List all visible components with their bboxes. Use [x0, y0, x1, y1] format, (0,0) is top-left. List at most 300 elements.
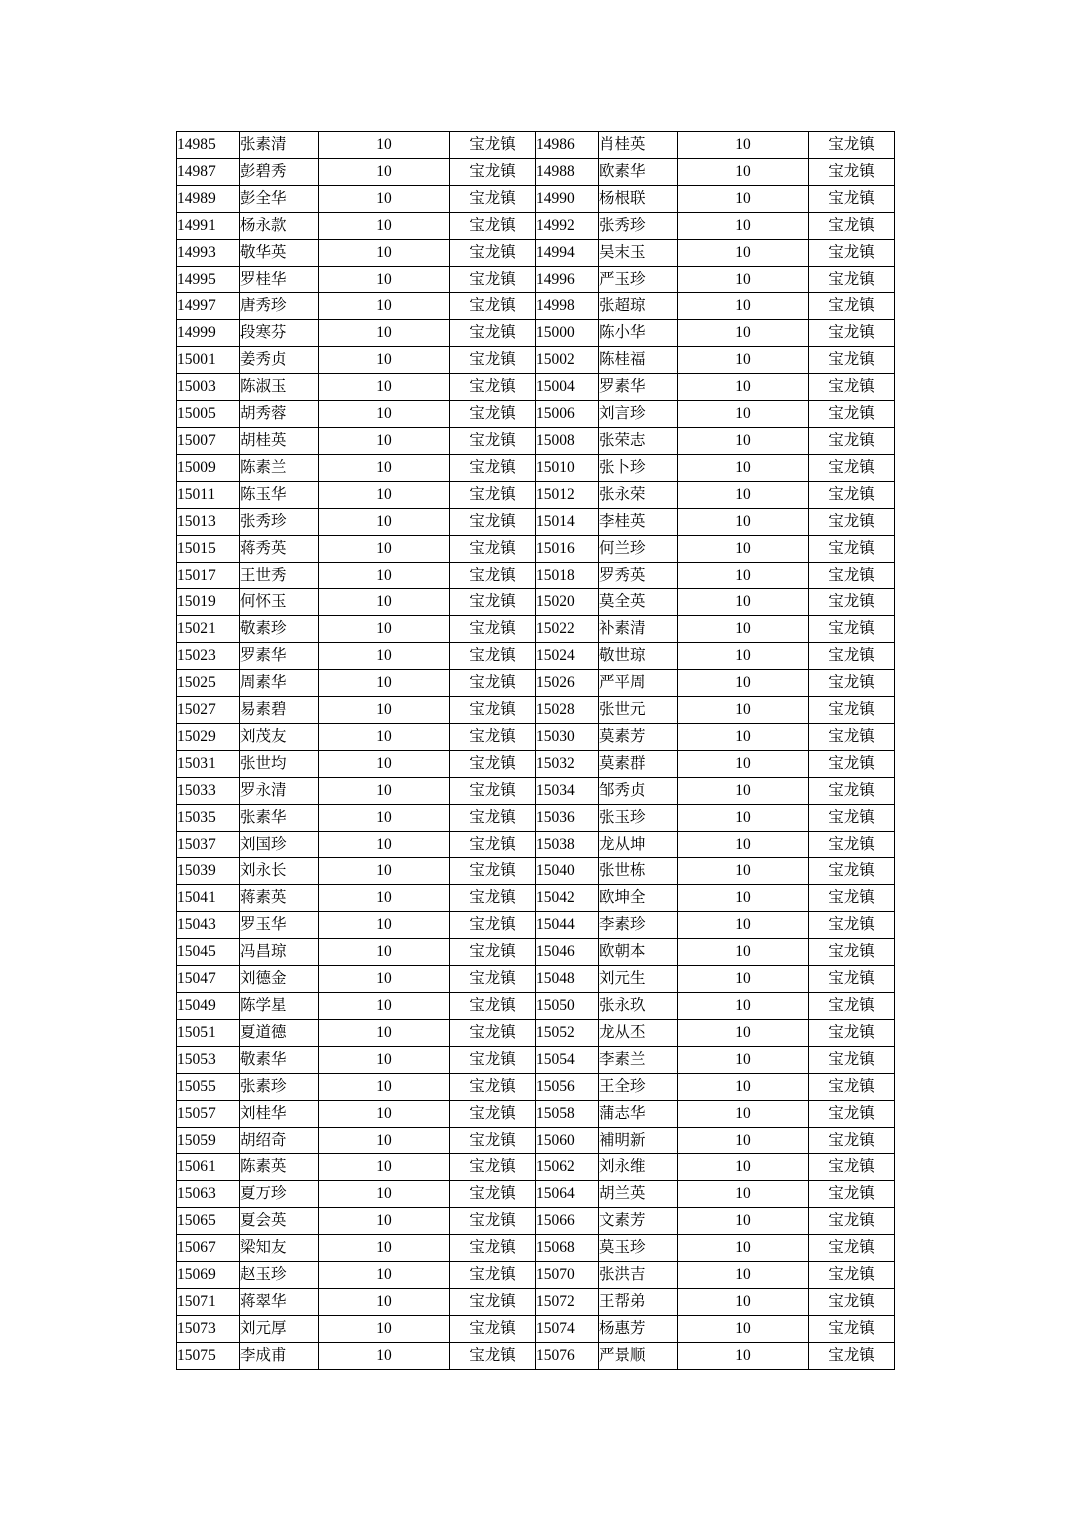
person-name-cell: 张玉珍 [599, 804, 678, 831]
person-name-cell: 罗桂华 [240, 266, 319, 293]
person-id-cell: 15053 [177, 1046, 240, 1073]
amount-cell: 10 [678, 1181, 809, 1208]
person-id-cell: 15019 [177, 589, 240, 616]
person-name-cell: 胡桂英 [240, 427, 319, 454]
table-row [177, 804, 895, 831]
table-row [177, 616, 895, 643]
person-id-cell: 15013 [177, 508, 240, 535]
amount-cell: 10 [319, 374, 450, 401]
person-name-cell: 文素芳 [599, 1208, 678, 1235]
person-name-cell: 陈素兰 [240, 454, 319, 481]
town-cell: 宝龙镇 [450, 670, 536, 697]
amount-cell: 10 [319, 1100, 450, 1127]
person-name-cell: 邹秀贞 [599, 777, 678, 804]
table-row [177, 266, 895, 293]
table-row [177, 508, 895, 535]
town-cell: 宝龙镇 [450, 1235, 536, 1262]
person-name-cell: 张秀珍 [240, 508, 319, 535]
person-id-cell: 15068 [536, 1235, 599, 1262]
amount-cell: 10 [319, 885, 450, 912]
person-id-cell: 15009 [177, 454, 240, 481]
person-id-cell: 15037 [177, 831, 240, 858]
person-id-cell: 15070 [536, 1262, 599, 1289]
amount-cell: 10 [678, 562, 809, 589]
town-cell: 宝龙镇 [450, 454, 536, 481]
table-row [177, 750, 895, 777]
table-row [177, 723, 895, 750]
person-name-cell: 何兰珍 [599, 535, 678, 562]
town-cell: 宝龙镇 [450, 132, 536, 159]
town-cell: 宝龙镇 [809, 966, 895, 993]
person-name-cell: 张素清 [240, 132, 319, 159]
town-cell: 宝龙镇 [809, 185, 895, 212]
amount-cell: 10 [319, 535, 450, 562]
amount-cell: 10 [678, 670, 809, 697]
amount-cell: 10 [678, 212, 809, 239]
person-name-cell: 肖桂英 [599, 132, 678, 159]
person-name-cell: 梁知友 [240, 1235, 319, 1262]
person-id-cell: 15005 [177, 401, 240, 428]
person-name-cell: 欧坤全 [599, 885, 678, 912]
amount-cell: 10 [319, 1262, 450, 1289]
person-id-cell: 15031 [177, 750, 240, 777]
person-id-cell: 15036 [536, 804, 599, 831]
amount-cell: 10 [319, 1154, 450, 1181]
amount-cell: 10 [319, 1181, 450, 1208]
person-name-cell: 王世秀 [240, 562, 319, 589]
person-name-cell: 刘国珍 [240, 831, 319, 858]
town-cell: 宝龙镇 [809, 1073, 895, 1100]
table-row [177, 1154, 895, 1181]
town-cell: 宝龙镇 [809, 831, 895, 858]
amount-cell: 10 [319, 589, 450, 616]
person-id-cell: 15014 [536, 508, 599, 535]
amount-cell: 10 [678, 1235, 809, 1262]
person-name-cell: 罗永清 [240, 777, 319, 804]
person-name-cell: 欧朝本 [599, 939, 678, 966]
table-row [177, 185, 895, 212]
person-name-cell: 陈素英 [240, 1154, 319, 1181]
person-id-cell: 15015 [177, 535, 240, 562]
town-cell: 宝龙镇 [809, 777, 895, 804]
amount-cell: 10 [678, 1342, 809, 1369]
town-cell: 宝龙镇 [450, 1208, 536, 1235]
person-id-cell: 14991 [177, 212, 240, 239]
town-cell: 宝龙镇 [450, 939, 536, 966]
town-cell: 宝龙镇 [450, 1100, 536, 1127]
person-name-cell: 张永荣 [599, 481, 678, 508]
person-id-cell: 15018 [536, 562, 599, 589]
town-cell: 宝龙镇 [809, 643, 895, 670]
amount-cell: 10 [678, 239, 809, 266]
town-cell: 宝龙镇 [809, 266, 895, 293]
table-row [177, 158, 895, 185]
amount-cell: 10 [319, 1208, 450, 1235]
amount-cell: 10 [319, 239, 450, 266]
amount-cell: 10 [319, 912, 450, 939]
town-cell: 宝龙镇 [450, 158, 536, 185]
town-cell: 宝龙镇 [450, 1073, 536, 1100]
town-cell: 宝龙镇 [809, 293, 895, 320]
amount-cell: 10 [319, 427, 450, 454]
person-name-cell: 補明新 [599, 1127, 678, 1154]
person-id-cell: 14990 [536, 185, 599, 212]
town-cell: 宝龙镇 [809, 481, 895, 508]
town-cell: 宝龙镇 [809, 723, 895, 750]
person-id-cell: 14999 [177, 320, 240, 347]
amount-cell: 10 [678, 508, 809, 535]
person-name-cell: 张永玖 [599, 993, 678, 1020]
town-cell: 宝龙镇 [450, 885, 536, 912]
town-cell: 宝龙镇 [450, 1046, 536, 1073]
amount-cell: 10 [319, 266, 450, 293]
person-id-cell: 15023 [177, 643, 240, 670]
town-cell: 宝龙镇 [450, 993, 536, 1020]
person-id-cell: 15038 [536, 831, 599, 858]
person-id-cell: 15067 [177, 1235, 240, 1262]
amount-cell: 10 [678, 589, 809, 616]
amount-cell: 10 [319, 185, 450, 212]
person-id-cell: 15002 [536, 347, 599, 374]
town-cell: 宝龙镇 [809, 158, 895, 185]
person-name-cell: 罗素华 [599, 374, 678, 401]
amount-cell: 10 [678, 1019, 809, 1046]
person-id-cell: 15012 [536, 481, 599, 508]
person-name-cell: 周素华 [240, 670, 319, 697]
person-name-cell: 张世元 [599, 697, 678, 724]
amount-cell: 10 [678, 427, 809, 454]
person-id-cell: 15057 [177, 1100, 240, 1127]
person-name-cell: 胡绍奇 [240, 1127, 319, 1154]
town-cell: 宝龙镇 [450, 535, 536, 562]
town-cell: 宝龙镇 [450, 401, 536, 428]
table-row [177, 993, 895, 1020]
town-cell: 宝龙镇 [809, 454, 895, 481]
person-id-cell: 15055 [177, 1073, 240, 1100]
table-row [177, 1208, 895, 1235]
table-row [177, 1315, 895, 1342]
person-name-cell: 胡秀蓉 [240, 401, 319, 428]
table-row [177, 1342, 895, 1369]
person-id-cell: 15020 [536, 589, 599, 616]
town-cell: 宝龙镇 [809, 1208, 895, 1235]
person-id-cell: 15074 [536, 1315, 599, 1342]
amount-cell: 10 [319, 481, 450, 508]
amount-cell: 10 [678, 185, 809, 212]
person-name-cell: 张秀珍 [599, 212, 678, 239]
person-id-cell: 15025 [177, 670, 240, 697]
person-name-cell: 唐秀珍 [240, 293, 319, 320]
amount-cell: 10 [678, 454, 809, 481]
person-id-cell: 15058 [536, 1100, 599, 1127]
table-row [177, 777, 895, 804]
person-id-cell: 14996 [536, 266, 599, 293]
person-id-cell: 15003 [177, 374, 240, 401]
table-row [177, 1073, 895, 1100]
town-cell: 宝龙镇 [450, 1315, 536, 1342]
amount-cell: 10 [678, 723, 809, 750]
table-row [177, 697, 895, 724]
table-row [177, 1127, 895, 1154]
person-name-cell: 龙从丕 [599, 1019, 678, 1046]
town-cell: 宝龙镇 [450, 239, 536, 266]
person-id-cell: 15035 [177, 804, 240, 831]
amount-cell: 10 [678, 481, 809, 508]
person-id-cell: 15066 [536, 1208, 599, 1235]
person-name-cell: 罗玉华 [240, 912, 319, 939]
town-cell: 宝龙镇 [450, 723, 536, 750]
person-id-cell: 15043 [177, 912, 240, 939]
town-cell: 宝龙镇 [809, 320, 895, 347]
amount-cell: 10 [678, 1100, 809, 1127]
person-id-cell: 15032 [536, 750, 599, 777]
town-cell: 宝龙镇 [450, 1262, 536, 1289]
person-name-cell: 王帮弟 [599, 1288, 678, 1315]
amount-cell: 10 [319, 320, 450, 347]
person-id-cell: 15073 [177, 1315, 240, 1342]
amount-cell: 10 [319, 401, 450, 428]
amount-cell: 10 [319, 966, 450, 993]
person-name-cell: 欧素华 [599, 158, 678, 185]
amount-cell: 10 [678, 804, 809, 831]
amount-cell: 10 [678, 1073, 809, 1100]
town-cell: 宝龙镇 [809, 1019, 895, 1046]
town-cell: 宝龙镇 [450, 481, 536, 508]
town-cell: 宝龙镇 [450, 804, 536, 831]
table-row [177, 966, 895, 993]
town-cell: 宝龙镇 [450, 293, 536, 320]
person-name-cell: 陈桂福 [599, 347, 678, 374]
amount-cell: 10 [319, 562, 450, 589]
town-cell: 宝龙镇 [450, 616, 536, 643]
town-cell: 宝龙镇 [450, 697, 536, 724]
town-cell: 宝龙镇 [809, 697, 895, 724]
person-id-cell: 15001 [177, 347, 240, 374]
town-cell: 宝龙镇 [809, 912, 895, 939]
person-id-cell: 14997 [177, 293, 240, 320]
person-id-cell: 15021 [177, 616, 240, 643]
person-name-cell: 敬华英 [240, 239, 319, 266]
town-cell: 宝龙镇 [809, 885, 895, 912]
amount-cell: 10 [678, 1154, 809, 1181]
town-cell: 宝龙镇 [450, 347, 536, 374]
person-name-cell: 莫全英 [599, 589, 678, 616]
person-id-cell: 14987 [177, 158, 240, 185]
person-id-cell: 15040 [536, 858, 599, 885]
person-name-cell: 李成甫 [240, 1342, 319, 1369]
town-cell: 宝龙镇 [809, 132, 895, 159]
amount-cell: 10 [678, 831, 809, 858]
person-id-cell: 15063 [177, 1181, 240, 1208]
amount-cell: 10 [678, 939, 809, 966]
table-row [177, 427, 895, 454]
town-cell: 宝龙镇 [809, 535, 895, 562]
amount-cell: 10 [319, 158, 450, 185]
person-name-cell: 张洪吉 [599, 1262, 678, 1289]
person-id-cell: 15064 [536, 1181, 599, 1208]
person-id-cell: 15076 [536, 1342, 599, 1369]
town-cell: 宝龙镇 [809, 508, 895, 535]
town-cell: 宝龙镇 [450, 1127, 536, 1154]
table-row [177, 132, 895, 159]
person-name-cell: 刘德金 [240, 966, 319, 993]
amount-cell: 10 [678, 1288, 809, 1315]
amount-cell: 10 [678, 616, 809, 643]
person-id-cell: 15061 [177, 1154, 240, 1181]
town-cell: 宝龙镇 [450, 750, 536, 777]
town-cell: 宝龙镇 [450, 266, 536, 293]
town-cell: 宝龙镇 [450, 320, 536, 347]
person-name-cell: 刘永长 [240, 858, 319, 885]
person-name-cell: 蒋翠华 [240, 1288, 319, 1315]
person-name-cell: 陈淑玉 [240, 374, 319, 401]
amount-cell: 10 [319, 1315, 450, 1342]
person-name-cell: 敬世琼 [599, 643, 678, 670]
amount-cell: 10 [319, 697, 450, 724]
person-id-cell: 15039 [177, 858, 240, 885]
amount-cell: 10 [678, 750, 809, 777]
person-name-cell: 姜秀贞 [240, 347, 319, 374]
town-cell: 宝龙镇 [450, 427, 536, 454]
person-id-cell: 15029 [177, 723, 240, 750]
person-id-cell: 15008 [536, 427, 599, 454]
person-id-cell: 15028 [536, 697, 599, 724]
town-cell: 宝龙镇 [450, 562, 536, 589]
roster-table-body [177, 132, 895, 1370]
town-cell: 宝龙镇 [809, 401, 895, 428]
person-name-cell: 赵玉珍 [240, 1262, 319, 1289]
person-name-cell: 刘永维 [599, 1154, 678, 1181]
town-cell: 宝龙镇 [450, 508, 536, 535]
table-row [177, 454, 895, 481]
town-cell: 宝龙镇 [450, 1154, 536, 1181]
amount-cell: 10 [319, 831, 450, 858]
amount-cell: 10 [678, 401, 809, 428]
amount-cell: 10 [319, 643, 450, 670]
amount-cell: 10 [319, 723, 450, 750]
person-name-cell: 杨永款 [240, 212, 319, 239]
person-id-cell: 14994 [536, 239, 599, 266]
table-row [177, 293, 895, 320]
amount-cell: 10 [319, 347, 450, 374]
amount-cell: 10 [319, 939, 450, 966]
table-row [177, 562, 895, 589]
amount-cell: 10 [678, 993, 809, 1020]
person-name-cell: 敬素华 [240, 1046, 319, 1073]
person-id-cell: 15071 [177, 1288, 240, 1315]
table-row [177, 239, 895, 266]
town-cell: 宝龙镇 [450, 643, 536, 670]
person-id-cell: 15047 [177, 966, 240, 993]
person-name-cell: 刘桂华 [240, 1100, 319, 1127]
town-cell: 宝龙镇 [809, 1288, 895, 1315]
table-row [177, 670, 895, 697]
amount-cell: 10 [678, 1262, 809, 1289]
town-cell: 宝龙镇 [809, 939, 895, 966]
table-row [177, 374, 895, 401]
person-id-cell: 15051 [177, 1019, 240, 1046]
person-id-cell: 15059 [177, 1127, 240, 1154]
person-id-cell: 15007 [177, 427, 240, 454]
person-name-cell: 莫素群 [599, 750, 678, 777]
person-name-cell: 何怀玉 [240, 589, 319, 616]
amount-cell: 10 [678, 912, 809, 939]
person-name-cell: 陈小华 [599, 320, 678, 347]
person-id-cell: 15050 [536, 993, 599, 1020]
town-cell: 宝龙镇 [809, 1235, 895, 1262]
person-name-cell: 刘言珍 [599, 401, 678, 428]
amount-cell: 10 [678, 158, 809, 185]
amount-cell: 10 [678, 132, 809, 159]
table-row [177, 1235, 895, 1262]
person-id-cell: 15016 [536, 535, 599, 562]
person-name-cell: 张荣志 [599, 427, 678, 454]
person-name-cell: 胡兰英 [599, 1181, 678, 1208]
amount-cell: 10 [678, 777, 809, 804]
person-id-cell: 15010 [536, 454, 599, 481]
amount-cell: 10 [319, 993, 450, 1020]
table-row [177, 1019, 895, 1046]
person-name-cell: 陈玉华 [240, 481, 319, 508]
person-name-cell: 补素清 [599, 616, 678, 643]
person-id-cell: 15034 [536, 777, 599, 804]
person-name-cell: 敬素珍 [240, 616, 319, 643]
table-row [177, 212, 895, 239]
table-row [177, 535, 895, 562]
town-cell: 宝龙镇 [809, 616, 895, 643]
person-id-cell: 14989 [177, 185, 240, 212]
person-name-cell: 夏道德 [240, 1019, 319, 1046]
amount-cell: 10 [678, 697, 809, 724]
town-cell: 宝龙镇 [809, 239, 895, 266]
person-name-cell: 刘元生 [599, 966, 678, 993]
person-name-cell: 罗秀英 [599, 562, 678, 589]
person-id-cell: 15056 [536, 1073, 599, 1100]
amount-cell: 10 [319, 212, 450, 239]
person-name-cell: 严平周 [599, 670, 678, 697]
person-id-cell: 15033 [177, 777, 240, 804]
table-row [177, 589, 895, 616]
person-name-cell: 张卜珍 [599, 454, 678, 481]
person-name-cell: 刘茂友 [240, 723, 319, 750]
person-id-cell: 14992 [536, 212, 599, 239]
table-row [177, 831, 895, 858]
person-name-cell: 吴末玉 [599, 239, 678, 266]
amount-cell: 10 [319, 1046, 450, 1073]
table-row [177, 481, 895, 508]
table-row [177, 1046, 895, 1073]
table-row [177, 401, 895, 428]
amount-cell: 10 [319, 1235, 450, 1262]
table-row [177, 1181, 895, 1208]
town-cell: 宝龙镇 [809, 1100, 895, 1127]
amount-cell: 10 [678, 1046, 809, 1073]
table-row [177, 1100, 895, 1127]
town-cell: 宝龙镇 [809, 1262, 895, 1289]
amount-cell: 10 [678, 1315, 809, 1342]
town-cell: 宝龙镇 [809, 993, 895, 1020]
amount-cell: 10 [678, 535, 809, 562]
person-name-cell: 段寒芬 [240, 320, 319, 347]
town-cell: 宝龙镇 [809, 750, 895, 777]
person-name-cell: 龙从坤 [599, 831, 678, 858]
person-id-cell: 15041 [177, 885, 240, 912]
town-cell: 宝龙镇 [809, 1127, 895, 1154]
table-row [177, 939, 895, 966]
person-id-cell: 15060 [536, 1127, 599, 1154]
town-cell: 宝龙镇 [809, 1181, 895, 1208]
town-cell: 宝龙镇 [809, 589, 895, 616]
